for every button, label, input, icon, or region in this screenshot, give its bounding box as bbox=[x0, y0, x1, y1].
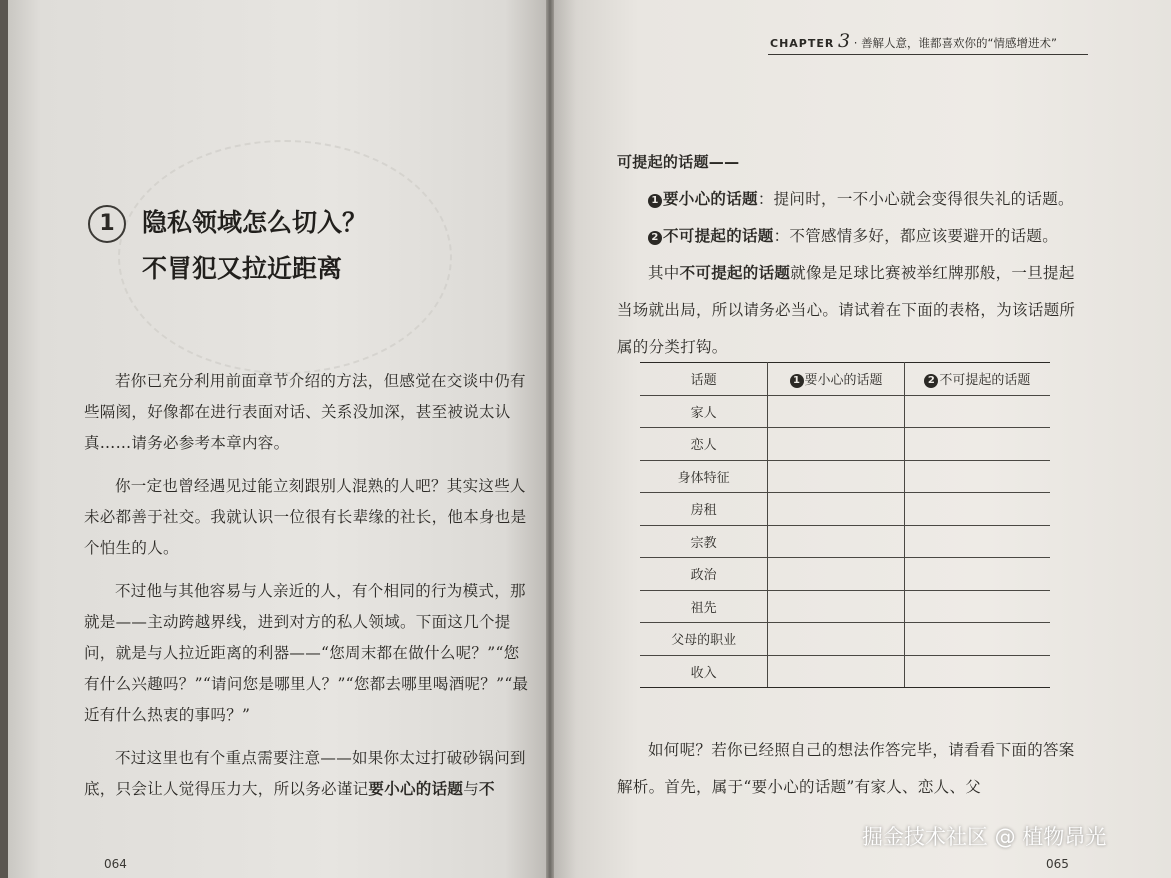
topic-cell: 宗教 bbox=[640, 525, 768, 558]
topic-cell: 家人 bbox=[640, 395, 768, 428]
header-chapter-label: CHAPTER bbox=[770, 37, 835, 50]
section-title-line-1: 隐私领域怎么切入？ bbox=[142, 208, 368, 237]
topic-cell: 房租 bbox=[640, 493, 768, 526]
checkbox-cell-forbidden[interactable] bbox=[904, 525, 1050, 558]
page-number-left: 064 bbox=[104, 857, 127, 871]
header-chapter-number: 3 bbox=[838, 30, 851, 52]
number-2-icon: 2 bbox=[924, 374, 938, 388]
number-1-icon: 1 bbox=[790, 374, 804, 388]
table-row bbox=[640, 395, 1050, 428]
right-body-text bbox=[617, 144, 1077, 366]
checkbox-cell-careful[interactable] bbox=[768, 655, 904, 688]
table-row bbox=[640, 428, 1050, 461]
list-item bbox=[617, 181, 1077, 218]
checkbox-cell-forbidden[interactable] bbox=[904, 395, 1050, 428]
list-item bbox=[617, 218, 1077, 255]
page-number-right: 065 bbox=[1046, 857, 1069, 871]
right-closing-text bbox=[617, 732, 1077, 806]
bold-term: 要小心的话题 bbox=[368, 780, 464, 798]
column-header-forbidden bbox=[904, 363, 1050, 396]
table-row bbox=[640, 655, 1050, 688]
column-header-label: 不可提起的话题 bbox=[939, 373, 1031, 389]
section-number-badge: 1 bbox=[88, 205, 126, 243]
section-title bbox=[142, 200, 462, 292]
paragraph: 如何呢？若你已经照自己的想法作答完毕，请看看下面的答案解析。首先，属于“要小心的话题”有家人、恋人、父 bbox=[617, 741, 1075, 796]
table-row bbox=[640, 525, 1050, 558]
paragraph: 不过他与其他容易与人亲近的人，有个相同的行为模式，那就是——主动跨越界线，进到对方的私人领域。下面这几个提问，就是与人拉近距离的利器——“您周末都在做什么呢？”“您有什么兴趣吗？”“请问您是哪里人？”“您都去哪里喝酒呢？”“最近有什么热衷的事吗？” bbox=[84, 582, 529, 724]
header-separator: · bbox=[853, 36, 858, 50]
checkbox-cell-forbidden[interactable] bbox=[904, 428, 1050, 461]
checkbox-cell-forbidden[interactable] bbox=[904, 590, 1050, 623]
checkbox-cell-careful[interactable] bbox=[768, 590, 904, 623]
item-text: ：提问时，一不小心就会变得很失礼的话题。 bbox=[757, 190, 1074, 208]
header-rule bbox=[768, 54, 1088, 55]
table-row bbox=[640, 460, 1050, 493]
bold-term: 不可提起的话题 bbox=[679, 264, 791, 282]
paragraph-text: 与 bbox=[463, 780, 480, 798]
checkbox-cell-careful[interactable] bbox=[768, 428, 904, 461]
table-row bbox=[640, 493, 1050, 526]
checkbox-cell-forbidden[interactable] bbox=[904, 623, 1050, 656]
topic-cell: 恋人 bbox=[640, 428, 768, 461]
checkbox-cell-forbidden[interactable] bbox=[904, 655, 1050, 688]
topic-classification-table bbox=[640, 362, 1050, 688]
checkbox-cell-forbidden[interactable] bbox=[904, 558, 1050, 591]
watermark: 掘金技术社区 @ 植物昂光 bbox=[862, 825, 1107, 849]
checkbox-cell-careful[interactable] bbox=[768, 623, 904, 656]
column-header-careful bbox=[768, 363, 904, 396]
column-header-label: 要小心的话题 bbox=[804, 373, 883, 389]
section-title-line-2: 不冒犯又拉近距离 bbox=[142, 254, 343, 283]
checkbox-cell-careful[interactable] bbox=[768, 493, 904, 526]
table-row bbox=[640, 623, 1050, 656]
paragraph-text: 其中 bbox=[648, 264, 680, 282]
topic-cell: 政治 bbox=[640, 558, 768, 591]
running-header bbox=[770, 30, 1090, 52]
checkbox-cell-forbidden[interactable] bbox=[904, 460, 1050, 493]
left-body-text bbox=[84, 366, 534, 817]
bold-term: 不 bbox=[479, 780, 495, 798]
bold-term: 要小心的话题 bbox=[663, 190, 758, 208]
topic-cell: 身体特征 bbox=[640, 460, 768, 493]
checkbox-cell-careful[interactable] bbox=[768, 558, 904, 591]
topic-cell: 祖先 bbox=[640, 590, 768, 623]
topic-cell: 父母的职业 bbox=[640, 623, 768, 656]
paragraph bbox=[617, 255, 1077, 366]
checkbox-cell-forbidden[interactable] bbox=[904, 493, 1050, 526]
paragraph-text: 就像是足球比赛被举红牌那般，一旦提起当场就出局，所以请务必当心。请试着在下面的表格，为该话题所属的分类打钩。 bbox=[617, 264, 1076, 356]
paragraph: 你一定也曾经遇见过能立刻跟别人混熟的人吧？其实这些人未必都善于社交。我就认识一位很有长辈缘的社长，他本身也是个怕生的人。 bbox=[84, 477, 527, 557]
topic-cell: 收入 bbox=[640, 655, 768, 688]
book-spine bbox=[546, 0, 554, 878]
header-chapter-title: 善解人意，谁都喜欢你的“情感增进术” bbox=[861, 36, 1057, 50]
paragraph-text: 不过这里也有个重点需要注意——如果你太过打破砂锅问到底，只会让人觉得压力大，所以务必谨记 bbox=[84, 749, 526, 798]
column-header-topic: 话题 bbox=[640, 363, 768, 396]
checkbox-cell-careful[interactable] bbox=[768, 395, 904, 428]
number-2-icon: 2 bbox=[648, 231, 662, 245]
paragraph bbox=[84, 743, 534, 805]
number-1-icon: 1 bbox=[648, 194, 662, 208]
paragraph: 若你已充分利用前面章节介绍的方法，但感觉在交谈中仍有些隔阂，好像都在进行表面对话、关系没加深，甚至被说太认真……请务必参考本章内容。 bbox=[84, 372, 526, 452]
table-row bbox=[640, 558, 1050, 591]
table-row bbox=[640, 590, 1050, 623]
item-text: ：不管感情多好，都应该要避开的话题。 bbox=[773, 227, 1059, 245]
checkbox-cell-careful[interactable] bbox=[768, 460, 904, 493]
checkbox-cell-careful[interactable] bbox=[768, 525, 904, 558]
list-lead: 可提起的话题—— bbox=[617, 153, 740, 171]
table-header-row bbox=[640, 363, 1050, 396]
bold-term: 不可提起的话题 bbox=[663, 227, 774, 245]
